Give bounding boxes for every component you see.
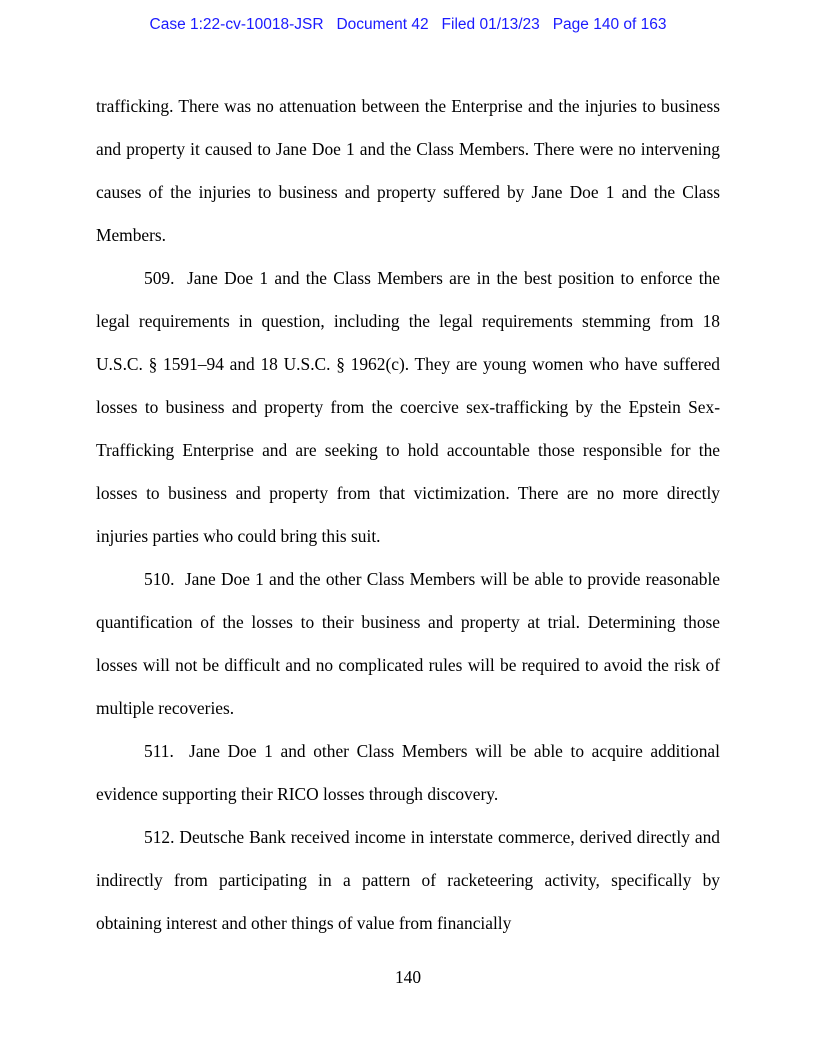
paragraph-number: 511.	[144, 741, 174, 761]
paragraph-number: 512.	[144, 827, 175, 847]
paragraph-text: Deutsche Bank received income in interstate commerce, derived directly and indirectly from participating in a pattern of racketeering activity, specifically by obtaining interest and other things of value from financially	[96, 827, 720, 933]
document-body	[96, 85, 720, 945]
paragraph-text: Jane Doe 1 and the other Class Members will be able to provide reasonable quantification of the losses to their business and property at trial. Determining those losses will not be difficult and no complicated rules will be required to avoid the risk of multiple recoveries.	[96, 569, 720, 718]
ecf-case-header: Case 1:22-cv-10018-JSR Document 42 Filed 01/13/23 Page 140 of 163	[149, 16, 667, 33]
paragraph-number: 509.	[144, 268, 175, 288]
paragraph-number: 510.	[144, 569, 175, 589]
paragraph-512	[96, 816, 720, 945]
paragraph-509	[96, 257, 720, 558]
paragraph-511	[96, 730, 720, 816]
paragraph-continuation	[96, 85, 720, 257]
paragraph-text: trafficking. There was no attenuation between the Enterprise and the injuries to business and property it caused to Jane Doe 1 and the Class Members. There were no intervening causes of the injuries to business and property suffered by Jane Doe 1 and the Class Members.	[96, 96, 720, 245]
paragraph-text: Jane Doe 1 and other Class Members will be able to acquire additional evidence supporting their RICO losses through discovery.	[96, 741, 720, 804]
paragraph-text: Jane Doe 1 and the Class Members are in the best position to enforce the legal requirements in question, including the legal requirements stemming from 18 U.S.C. § 1591–94 and 18 U.S.C. § 1962(c). They are young women who have suffered losses to business and property from the coercive sex-trafficking by the Epstein Sex-Trafficking Enterprise and are seeking to hold accountable those responsible for the losses to business and property from that victimization. There are no more directly injuries parties who could bring this suit.	[96, 268, 720, 546]
paragraph-510	[96, 558, 720, 730]
page-number: 140	[394, 967, 422, 987]
